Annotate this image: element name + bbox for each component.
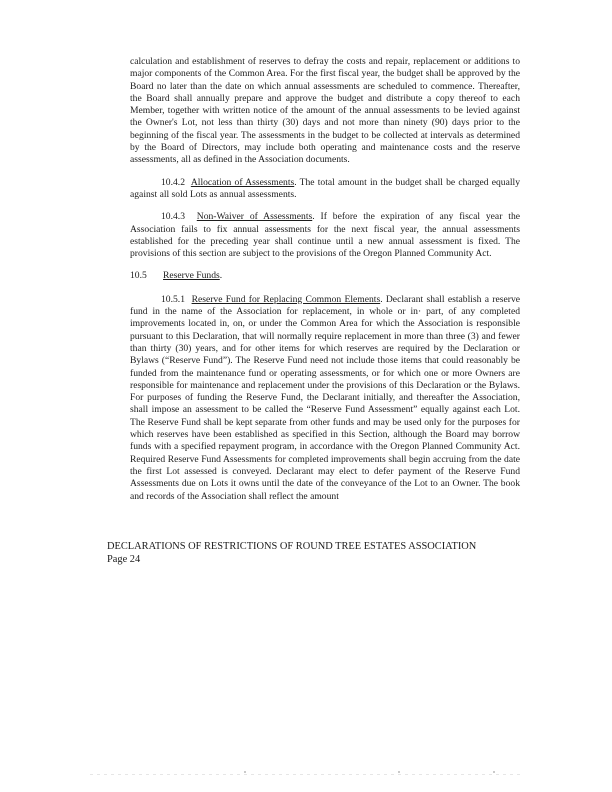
document-body: [130, 56, 520, 503]
page-footer: [107, 540, 476, 566]
section-number: 10.5: [130, 270, 147, 282]
section-10-4-3: [130, 211, 520, 260]
section-number: 10.4.3: [161, 211, 185, 223]
section-text: . Declarant shall establish a reserve fund in the name of the Association for replacement, in whole or in· part, of any completed improvements located in, on, or under the Common Area for which the Association is responsible pursuant to this Declaration, that will normally require replacement in more than three (3) and fewer than thirty (30) years, and for other items for which reserves are required by the Declaration or Bylaws (“Reserve Fund”). The Reserve Fund need not include those items that could reasonably be funded from the maintenance fund or operating assessments, or for which one or more Owners are responsible for maintenance and replacement under the provisions of this Declaration or the Bylaws. For purposes of funding the Reserve Fund, the Declarant initially, and thereafter the Association, shall impose an assessment to be called the “Reserve Fund Assessment” equally against each Lot. The Reserve Fund shall be kept separate from other funds and may be used only for the purposes for which reserves have been established as specified in this Section, although the Board may borrow funds with a specified repayment program, in accordance with the Oregon Planned Community Act. Required Reserve Fund Assessments for completed improvements shall begin accruing from the date the first Lot assessed is conveyed. Declarant may elect to defer payment of the Reserve Fund Assessments due on Lots it owns until the date of the conveyance of the Lot to an Owner. The book and records of the Association shall reflect the amount: [130, 293, 520, 502]
section-title: Reserve Fund for Replacing Common Elements: [191, 293, 381, 305]
paragraph-budget: calculation and establishment of reserves to defray the costs and repair, replacement or additions to major components of the Common Area. For the first fiscal year, the budget shall be approved by the Board no later than the date on which annual assessments are scheduled to commence. Thereafter, the Board shall annually prepare and approve the budget and distribute a copy thereof to each Member, together with written notice of the amount of the annual assessments to be levied against the Owner's Lot, not less than thirty (30) days and not more than ninety (90) days prior to the beginning of the fiscal year. The assessments in the budget to be collected at intervals as determined by the Board of Directors, may include both operating and maintenance costs and the reserve assessments, all as defined in the Association documents.: [130, 56, 520, 166]
section-title: Allocation of Assessments: [190, 176, 295, 188]
section-text: . The total amount in the budget shall be charged equally against all sold Lots as annual assessments.: [130, 176, 520, 200]
scan-speck: [493, 771, 495, 773]
scan-artifact-line: [90, 774, 520, 775]
section-number: 10.4.2: [161, 176, 185, 188]
footer-title: DECLARATIONS OF RESTRICTIONS OF ROUND TREE ESTATES ASSOCIATION: [107, 541, 477, 552]
section-number: 10.5.1: [161, 293, 185, 305]
footer-page-number: Page 24: [107, 554, 141, 565]
section-10-4-2: [130, 177, 520, 202]
section-title: Reserve Funds: [163, 270, 220, 282]
section-text: . If before the expiration of any fiscal year the Association fails to fix annual assessments for the next fiscal year, the annual assessments established for the preceding year shall continue until a new annual assessment is fixed. The provisions of this section are subject to the provisions of the Oregon Planned Community Act.: [130, 211, 520, 260]
scan-speck: [398, 771, 400, 773]
section-10-5-1: [130, 294, 520, 503]
scan-speck: [244, 771, 246, 773]
section-text: .: [219, 270, 223, 282]
section-10-5: [130, 270, 520, 282]
section-title: Non-Waiver of Assessments: [196, 211, 313, 223]
